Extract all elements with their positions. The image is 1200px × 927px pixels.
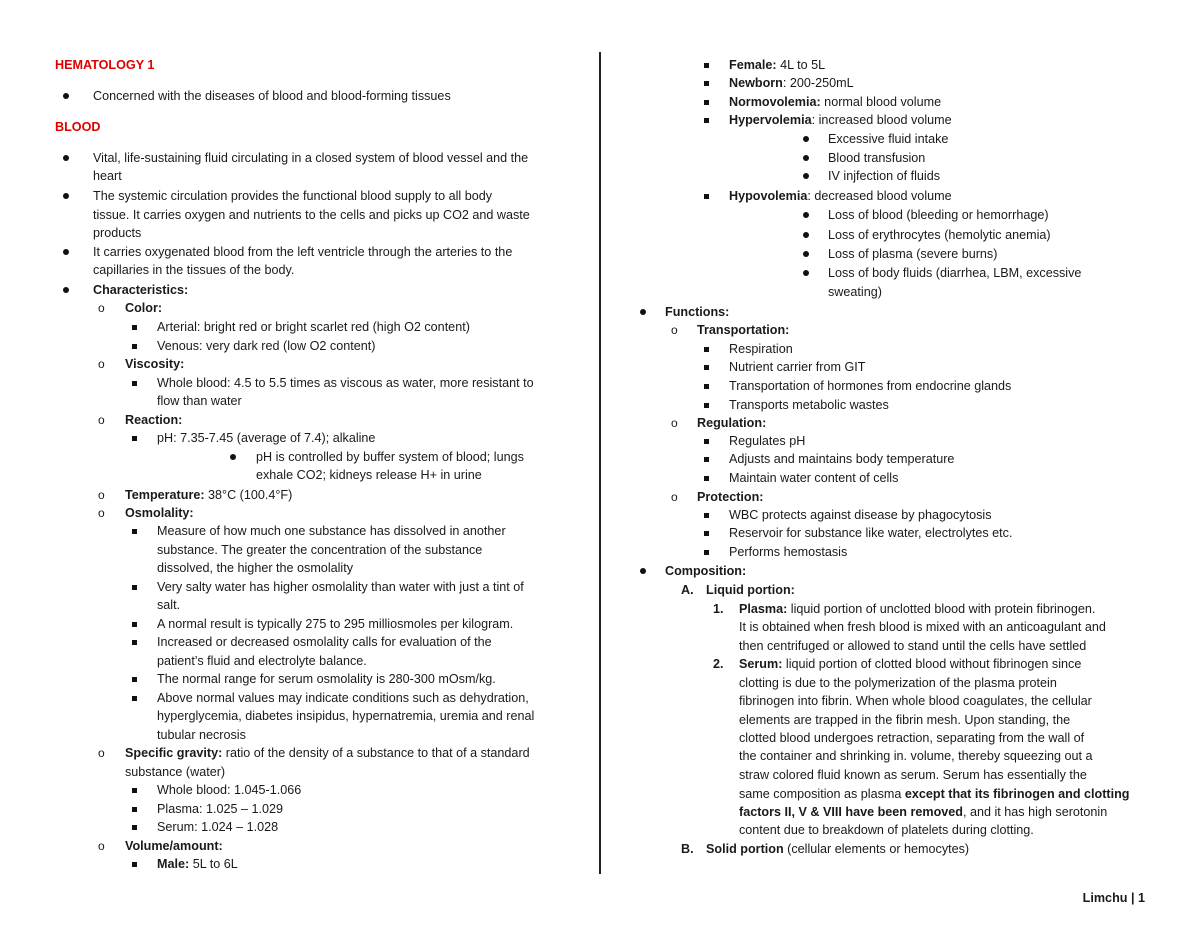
reaction-heading: Reaction: (125, 413, 183, 427)
circle-bullet-icon: o (98, 506, 105, 520)
list-item: Respiration (729, 342, 793, 356)
hypervolemia-text: : increased blood volume (811, 113, 952, 127)
characteristics-heading: Characteristics: (93, 283, 189, 297)
list-marker: 2. (713, 657, 724, 671)
hypovolemia-label: Hypovolemia (729, 189, 808, 203)
list-item: Regulates pH (729, 434, 806, 448)
serum-composition-text: same composition as plasma (739, 787, 905, 801)
volume-heading: Volume/amount: (125, 839, 223, 853)
circle-bullet-icon: o (98, 357, 105, 371)
circle-bullet-icon: o (98, 746, 105, 760)
male-value: 5L to 6L (189, 857, 238, 871)
list-item: Performs hemostasis (729, 545, 848, 559)
normovolemia-line (729, 93, 941, 111)
temperature-value: 38°C (100.4°F) (204, 488, 293, 502)
list-item: dissolved, the higher the osmolality (157, 561, 354, 575)
list-item: Blood transfusion (828, 151, 926, 165)
protection-heading: Protection: (697, 490, 764, 504)
specific-gravity-heading: Specific gravity: (125, 746, 223, 760)
hypervolemia-label: Hypervolemia (729, 113, 812, 127)
list-marker: A. (681, 583, 694, 597)
list-item: Increased or decreased osmolality calls for evaluation of the (157, 635, 492, 649)
list-item: pH is controlled by buffer system of blood; lungs (256, 450, 524, 464)
list-item: The normal range for serum osmolality is 280-300 mOsm/kg. (157, 672, 496, 686)
list-item: Transportation of hormones from endocrine glands (729, 379, 1012, 393)
page-footer (1083, 889, 1145, 907)
intro-text: Concerned with the diseases of blood and blood-forming tissues (93, 89, 451, 103)
solid-portion-line (706, 840, 969, 858)
list-item: capillaries in the tissues of the body. (93, 263, 295, 277)
serum-line (739, 655, 1081, 673)
serum-emphasis-text: except that its fibrinogen and clotting (904, 787, 1130, 801)
list-item: Maintain water content of cells (729, 471, 899, 485)
newborn-volume-line (729, 74, 854, 92)
serum-factors-text: , and it has high serotonin (962, 805, 1108, 819)
male-volume-line (157, 855, 238, 873)
solid-portion-text: (cellular elements or hemocytes) (783, 842, 970, 856)
list-item: IV injfection of fluids (828, 169, 941, 183)
osmolality-heading: Osmolality: (125, 506, 194, 520)
list-item: Above normal values may indicate conditions such as dehydration, (157, 691, 529, 705)
liquid-portion-heading: Liquid portion: (706, 583, 795, 597)
list-item: Loss of body fluids (diarrhea, LBM, excessive (828, 266, 1082, 280)
serum-label: Serum: (739, 657, 783, 671)
list-item: Venous: very dark red (low O2 content) (157, 339, 376, 353)
list-item: clotted blood undergoes retraction, separating from the wall of (739, 731, 1085, 745)
list-item: The systemic circulation provides the functional blood supply to all body (93, 189, 493, 203)
plasma-line (739, 600, 1095, 618)
newborn-label: Newborn (729, 76, 783, 90)
list-item: Nutrient carrier from GIT (729, 360, 866, 374)
plasma-label: Plasma: (739, 602, 788, 616)
list-item: Loss of plasma (severe burns) (828, 247, 998, 261)
serum-factors-emphasis: factors II, V & VIII have been removed (739, 805, 963, 819)
temperature-line (125, 486, 292, 504)
functions-heading: Functions: (665, 305, 730, 319)
regulation-heading: Regulation: (697, 416, 767, 430)
list-item: Transports metabolic wastes (729, 398, 889, 412)
list-item: Adjusts and maintains body temperature (729, 452, 955, 466)
hypovolemia-line (729, 187, 952, 205)
list-item: tissue. It carries oxygen and nutrients to the cells and picks up CO2 and waste (93, 208, 530, 222)
list-item: fibrinogen into fibrin. When whole blood coagulates, the cellular (739, 694, 1092, 708)
female-volume-line (729, 56, 825, 74)
transportation-heading: Transportation: (697, 323, 790, 337)
plasma-text: liquid portion of unclotted blood with protein fibrinogen. (787, 602, 1096, 616)
serum-factors-line (739, 803, 1107, 821)
list-item: substance. The greater the concentration of the substance (157, 543, 483, 557)
list-item: products (93, 226, 142, 240)
list-item: Vital, life-sustaining fluid circulating in a closed system of blood vessel and the (93, 151, 529, 165)
list-item: heart (93, 169, 122, 183)
color-heading: Color: (125, 301, 163, 315)
female-label: Female: (729, 58, 777, 72)
list-item: content due to breakdown of platelets during clotting. (739, 823, 1034, 837)
normovolemia-label: Normovolemia: (729, 95, 821, 109)
list-marker: B. (681, 842, 694, 856)
list-item: patient’s fluid and electrolyte balance. (157, 654, 367, 668)
footer-page-number: 1 (1137, 891, 1145, 905)
list-item: salt. (157, 598, 181, 612)
list-item: elements are trapped in the fibrin mesh. Upon standing, the (739, 713, 1071, 727)
circle-bullet-icon: o (671, 323, 678, 337)
list-item: It is obtained when fresh blood is mixed with an anticoagulant and (739, 620, 1106, 634)
section-heading-blood: BLOOD (55, 120, 101, 134)
footer-author: Limchu (1082, 891, 1128, 905)
list-item: pH: 7.35-7.45 (average of 7.4); alkaline (157, 431, 376, 445)
male-label: Male: (157, 857, 190, 871)
specific-gravity-text: ratio of the density of a substance to that of a standard (222, 746, 530, 760)
list-item: straw colored fluid known as serum. Serum has essentially the (739, 768, 1087, 782)
list-item: A normal result is typically 275 to 295 milliosmoles per kilogram. (157, 617, 514, 631)
temperature-heading: Temperature: (125, 488, 205, 502)
normovolemia-text: normal blood volume (820, 95, 942, 109)
specific-gravity-line (125, 744, 530, 762)
list-item: Whole blood: 1.045-1.066 (157, 783, 302, 797)
list-item: Measure of how much one substance has dissolved in another (157, 524, 506, 538)
list-item: Excessive fluid intake (828, 132, 949, 146)
circle-bullet-icon: o (98, 488, 105, 502)
viscosity-heading: Viscosity: (125, 357, 185, 371)
list-item: Very salty water has higher osmolality than water with just a tint of (157, 580, 524, 594)
list-item: flow than water (157, 394, 242, 408)
circle-bullet-icon: o (671, 416, 678, 430)
circle-bullet-icon: o (98, 301, 105, 315)
hypervolemia-line (729, 111, 952, 129)
list-item: Arterial: bright red or bright scarlet red (high O2 content) (157, 320, 470, 334)
list-item: Whole blood: 4.5 to 5.5 times as viscous as water, more resistant to (157, 376, 534, 390)
circle-bullet-icon: o (671, 490, 678, 504)
footer-separator: | (1127, 891, 1138, 905)
hypovolemia-text: : decreased blood volume (807, 189, 952, 203)
list-item: Loss of blood (bleeding or hemorrhage) (828, 208, 1049, 222)
serum-composition-line (739, 785, 1130, 803)
solid-portion-label: Solid portion (706, 842, 784, 856)
list-item: substance (water) (125, 765, 226, 779)
composition-heading: Composition: (665, 564, 747, 578)
list-item: Reservoir for substance like water, electrolytes etc. (729, 526, 1013, 540)
list-item: Serum: 1.024 – 1.028 (157, 820, 279, 834)
page-title: HEMATOLOGY 1 (55, 58, 155, 72)
column-divider (599, 52, 601, 874)
serum-text: liquid portion of clotted blood without fibrinogen since (782, 657, 1082, 671)
newborn-value: : 200-250mL (782, 76, 854, 90)
list-item: then centrifuged or allowed to stand until the cells have settled (739, 639, 1087, 653)
list-item: hyperglycemia, diabetes insipidus, hypernatremia, uremia and renal (157, 709, 535, 723)
list-item: the container and shrinking in. volume, thereby squeezing out a (739, 749, 1093, 763)
list-item: sweating) (828, 285, 882, 299)
list-item: WBC protects against disease by phagocytosis (729, 508, 992, 522)
list-item: Loss of erythrocytes (hemolytic anemia) (828, 228, 1051, 242)
list-marker: 1. (713, 602, 724, 616)
list-item: exhale CO2; kidneys release H+ in urine (256, 468, 482, 482)
list-item: tubular necrosis (157, 728, 246, 742)
female-value: 4L to 5L (776, 58, 826, 72)
list-item: It carries oxygenated blood from the left ventricle through the arteries to the (93, 245, 513, 259)
circle-bullet-icon: o (98, 413, 105, 427)
list-item: Plasma: 1.025 – 1.029 (157, 802, 284, 816)
circle-bullet-icon: o (98, 839, 105, 853)
list-item: clotting is due to the polymerization of the plasma protein (739, 676, 1057, 690)
